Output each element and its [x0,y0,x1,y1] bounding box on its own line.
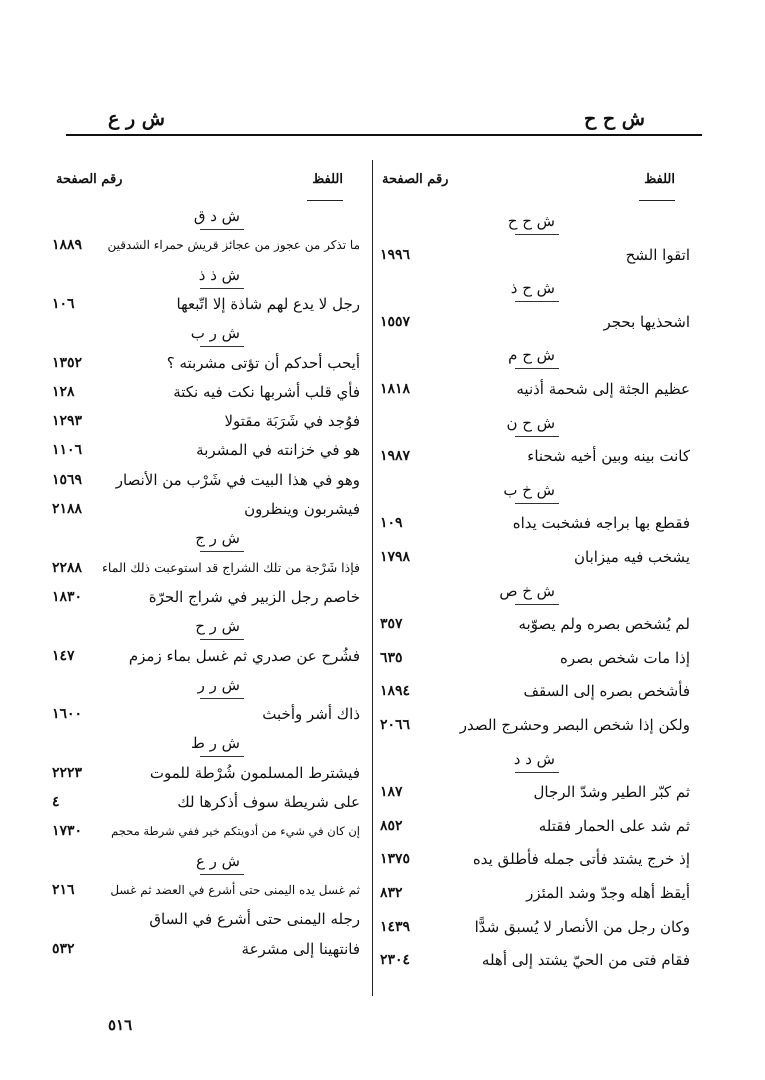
entry-term: أيحب أحدكم أن تؤتى مشربته ؟ [166,353,360,372]
root-letters: ش ر ط [191,734,240,753]
entry-page-number: ١٨٧ [380,784,403,801]
root-heading [380,746,690,772]
index-entry [380,813,690,839]
entry-term: ما تذكر من عجوز من عجائز قريش حمراء الشدقين [107,238,360,253]
index-entry [380,678,690,704]
entry-page-number: ٢٢٨٨ [52,559,83,576]
left-page-heading: رقم الصفحة [56,172,123,187]
entry-page-number: ١٧٣٠ [52,823,83,840]
root-letters: ش ح ن [506,413,555,432]
root-underline [200,639,244,640]
index-entry [52,232,360,258]
entry-term: على شريطة سوف أذكرها لك [177,793,360,811]
entry-page-number: ١٩٨٧ [380,448,411,465]
index-entry [52,467,360,493]
root-heading [52,525,360,551]
entry-page-number: ٢٢٢٣ [52,764,83,781]
entry-page-number: ١٤٧ [52,647,75,664]
left-term-heading-rule [307,200,343,201]
entry-page-number: ١٠٦ [52,295,75,312]
entry-term: إذا مات شخص بصره [560,648,690,667]
entry-page-number: ٨٥٢ [380,817,403,834]
entry-term: اشحذيها بحجر [603,312,690,331]
entry-term: رجله اليمنى حتى أشرع في الساق [149,910,360,929]
index-entry [380,947,690,973]
root-heading [52,320,360,346]
entry-term: فإذا شَرْجة من تلك الشراج قد استوعبت ذلك الماء [102,559,360,575]
entry-page-number: ١٢٩٣ [52,413,83,430]
root-heading [52,672,360,698]
root-underline [200,229,244,230]
entry-term: فيشربون وينظرون [244,500,360,518]
entry-term: ولكن إذا شخص البصر وحشرج الصدر [459,716,690,734]
index-entry [52,789,360,815]
index-entry [380,443,690,469]
root-heading [380,275,690,301]
root-letters: ش ح م [508,346,555,365]
root-underline [515,368,559,369]
entry-term: فيشترط المسلمون شُرْطة للموت [149,763,360,782]
entry-page-number: ١٢٨ [52,383,75,400]
root-heading [52,613,360,639]
root-underline [515,301,559,302]
entry-term: ثم غسل يده اليمنى حتى أشرع في العضد ثم غسل [110,882,360,897]
root-letters: ش خ ص [499,581,555,600]
entry-page-number: ١٨٣٠ [52,588,83,605]
page-number: ٥١٦ [108,1016,133,1034]
index-entry [52,408,360,434]
right-column [380,208,690,988]
entry-page-number: ١٥٥٧ [380,313,411,330]
left-term-heading: اللفظ [312,172,343,187]
index-entry [52,291,360,317]
root-letters: ش ر ر [197,675,240,694]
index-entry [52,584,360,610]
index-entry [52,496,360,522]
entry-page-number: ١٨٨٩ [52,237,83,254]
entry-page-number: ١٣٥٢ [52,354,83,371]
entry-page-number: ١١٠٦ [52,442,83,459]
entry-term: ثم شد على الحمار فقتله [538,816,690,835]
root-heading [52,730,360,756]
entry-page-number: ٢٣٠٤ [380,952,411,969]
index-entry [380,309,690,335]
entry-page-number: ٣٥٧ [380,616,403,633]
root-underline [515,604,559,605]
root-letters: ش د ق [193,207,240,225]
index-entry [380,712,690,738]
entry-term: فأشخص بصره إلى السقف [523,682,690,701]
entry-page-number: ٢١٦ [52,881,75,898]
index-entry [380,914,690,940]
entry-term: يشخب فيه ميزابان [573,548,690,566]
entry-page-number: ٦٣٥ [380,649,403,666]
index-entry [380,645,690,671]
root-underline [515,772,559,773]
entry-page-number: ٥٣٢ [52,940,75,957]
root-letters: ش ح ذ [510,279,555,298]
root-heading [380,477,690,503]
index-entry [52,643,360,669]
index-entry [52,437,360,463]
root-underline [200,288,244,289]
index-entry [52,877,360,903]
entry-term: رجل لا يدع لهم شاذة إلا اتّبعها [176,294,360,313]
entry-term: اتقوا الشح [625,245,690,264]
index-entry [380,880,690,906]
right-page-heading: رقم الصفحة [382,172,449,187]
right-term-heading-rule [639,200,675,201]
index-entry [52,555,360,581]
root-underline [515,234,559,235]
index-entry [52,760,360,786]
entry-term: إن كان في شيء من أدويتكم خير ففي شرطة محجم [111,824,360,839]
root-underline [515,503,559,504]
root-letters: ش ر ج [195,529,240,548]
entry-page-number: ٨٣٢ [380,885,403,901]
root-letters: ش ر ع [195,851,240,870]
index-entry [52,350,360,376]
entry-term: فقطع بها براجه فشخبت يداه [512,514,690,533]
entry-term: ثم كبّر الطير وشدّ الرجال [533,783,690,802]
root-underline [515,436,559,437]
root-letters: ش د د [513,749,555,768]
entry-term: وهو في هذا البيت في شَرْب من الأنصار [115,470,360,489]
entry-term: فوُجد في شَرَبَة مقتولا [224,412,360,431]
entry-page-number: ٤ [52,794,60,810]
entry-term: أيقظ أهله وجدّ وشد المئزر [526,884,690,902]
entry-page-number: ١٨٩٤ [380,683,411,700]
root-heading [52,203,360,229]
entry-term: ذاك أشر وأخبث [262,705,360,724]
entry-page-number: ١٣٧٥ [380,851,411,868]
entry-term: عظيم الجثة إلى شحمة أذنيه [516,380,690,398]
root-heading [380,342,690,368]
root-letters: ش ر ح [195,617,240,636]
index-entry [380,544,690,570]
index-entry [52,906,360,932]
entry-term: خاصم رجل الزبير في شراج الحرّة [148,587,360,606]
entry-term: فأي قلب أشربها نكت فيه نكتة [173,382,360,401]
root-letters: ش ذ ذ [198,265,240,284]
entry-page-number: ١٤٣٩ [380,918,411,935]
entry-page-number: ١٧٩٨ [380,549,411,565]
root-heading [380,410,690,436]
entry-term: لم يُشخص بصره ولم يصوّبه [518,615,690,634]
root-heading [52,262,360,288]
left-column [52,203,360,993]
index-entry [380,510,690,536]
entry-term: فشُرح عن صدري ثم غسل بماء زمزم [128,646,360,665]
root-underline [200,698,244,699]
entry-page-number: ٢٠٦٦ [380,717,411,733]
entry-page-number: ١٠٩ [380,515,403,532]
index-entry [52,379,360,405]
entry-term: هو في خزانته في المشربة [196,441,360,460]
root-letters: ش خ ب [503,480,555,499]
root-underline [200,551,244,552]
root-underline [200,756,244,757]
index-entry [52,936,360,962]
root-underline [200,874,244,875]
entry-term: إذ خرج يشتد فأتى جمله فأطلق يده [472,850,690,869]
index-entry [380,846,690,872]
entry-term: وكان رجل من الأنصار لا يُسبق شدًّا [474,917,690,936]
entry-page-number: ١٦٠٠ [52,706,83,723]
root-letters: ش ر ب [190,324,240,343]
index-entry [380,242,690,268]
entry-term: فانتهينا إلى مشرعة [241,939,360,958]
header-rule [66,134,702,136]
root-heading [380,578,690,604]
root-letters: ش ح ح [507,212,555,230]
right-term-heading: اللفظ [644,172,675,187]
index-entry [380,611,690,637]
entry-term: فقام فتى من الحيّ يشتد إلى أهله [481,951,690,970]
root-heading [52,848,360,874]
entry-page-number: ١٩٩٦ [380,246,411,263]
index-entry [52,701,360,727]
root-underline [200,346,244,347]
column-divider [372,160,373,996]
entry-page-number: ١٥٦٩ [52,471,83,488]
index-entry [380,779,690,805]
header-right-title: ش ح ح [584,108,645,130]
entry-page-number: ٢١٨٨ [52,501,83,517]
header-left-title: ش ر ع [108,108,165,130]
index-entry [380,376,690,402]
entry-term: كانت بينه وبين أخيه شحناء [527,447,690,466]
index-entry [52,818,360,844]
entry-page-number: ١٨١٨ [380,381,411,397]
root-heading [380,208,690,234]
